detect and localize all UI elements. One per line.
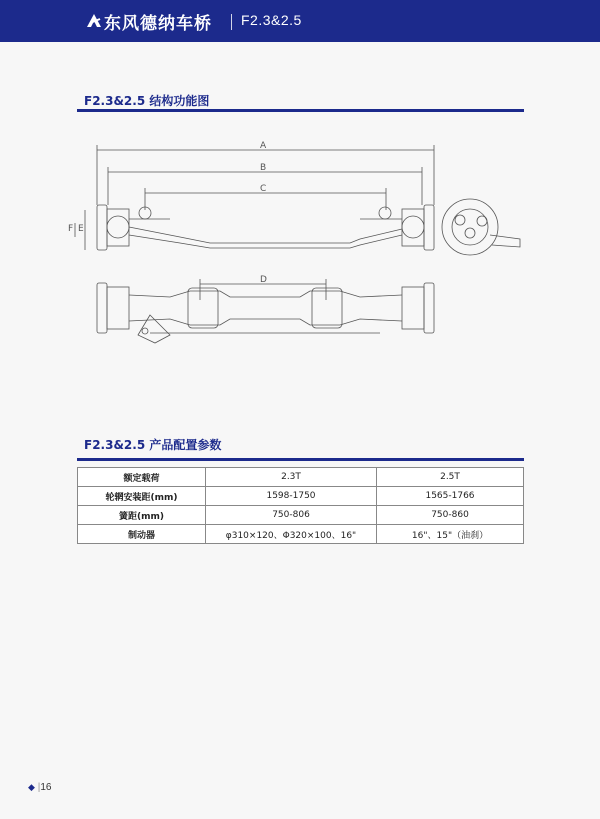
brand-logo-icon — [84, 11, 104, 31]
dim-label-b: B — [260, 163, 267, 173]
row-label: 额定载荷 — [78, 468, 206, 487]
axle-structure-diagram — [60, 135, 540, 360]
dim-label-d: D — [260, 275, 267, 285]
diamond-icon: ◆ — [28, 782, 35, 792]
dim-label-e: E — [78, 224, 84, 234]
cell-f25: 750-860 — [377, 506, 524, 525]
page-header — [0, 0, 600, 42]
cell-f25: 2.5T — [377, 468, 524, 487]
cell-f23: 2.3T — [206, 468, 377, 487]
footer-separator: | — [37, 782, 41, 793]
table-row — [78, 468, 524, 487]
cell-f23: 750-806 — [206, 506, 377, 525]
dim-label-c: C — [260, 184, 267, 194]
cell-f25: 1565-1766 — [377, 487, 524, 506]
section-title-params: F2.3&2.5 产品配置参数 — [84, 438, 222, 452]
section-rule — [77, 458, 524, 461]
brand-name: 东风德纳车桥 — [104, 14, 212, 34]
row-label: 制动器 — [78, 525, 206, 544]
cell-f23: 1598-1750 — [206, 487, 377, 506]
row-label: 簧距(mm) — [78, 506, 206, 525]
header-separator — [231, 14, 232, 30]
page-footer — [28, 782, 51, 793]
table-row — [78, 525, 524, 544]
params-table — [77, 467, 524, 544]
page-number: 16 — [40, 782, 52, 793]
dim-label-a: A — [260, 141, 267, 151]
table-row — [78, 487, 524, 506]
dim-label-f: F — [68, 224, 74, 234]
cell-f25: 16"、15"（油刹） — [377, 525, 524, 544]
section-title-structure: F2.3&2.5 结构功能图 — [84, 94, 210, 108]
section-rule — [77, 109, 524, 112]
table-row — [78, 506, 524, 525]
cell-f23: φ310×120、Φ320×100、16" — [206, 525, 377, 544]
row-label: 轮辋安装距(mm) — [78, 487, 206, 506]
header-model: F2.3&2.5 — [241, 12, 302, 28]
